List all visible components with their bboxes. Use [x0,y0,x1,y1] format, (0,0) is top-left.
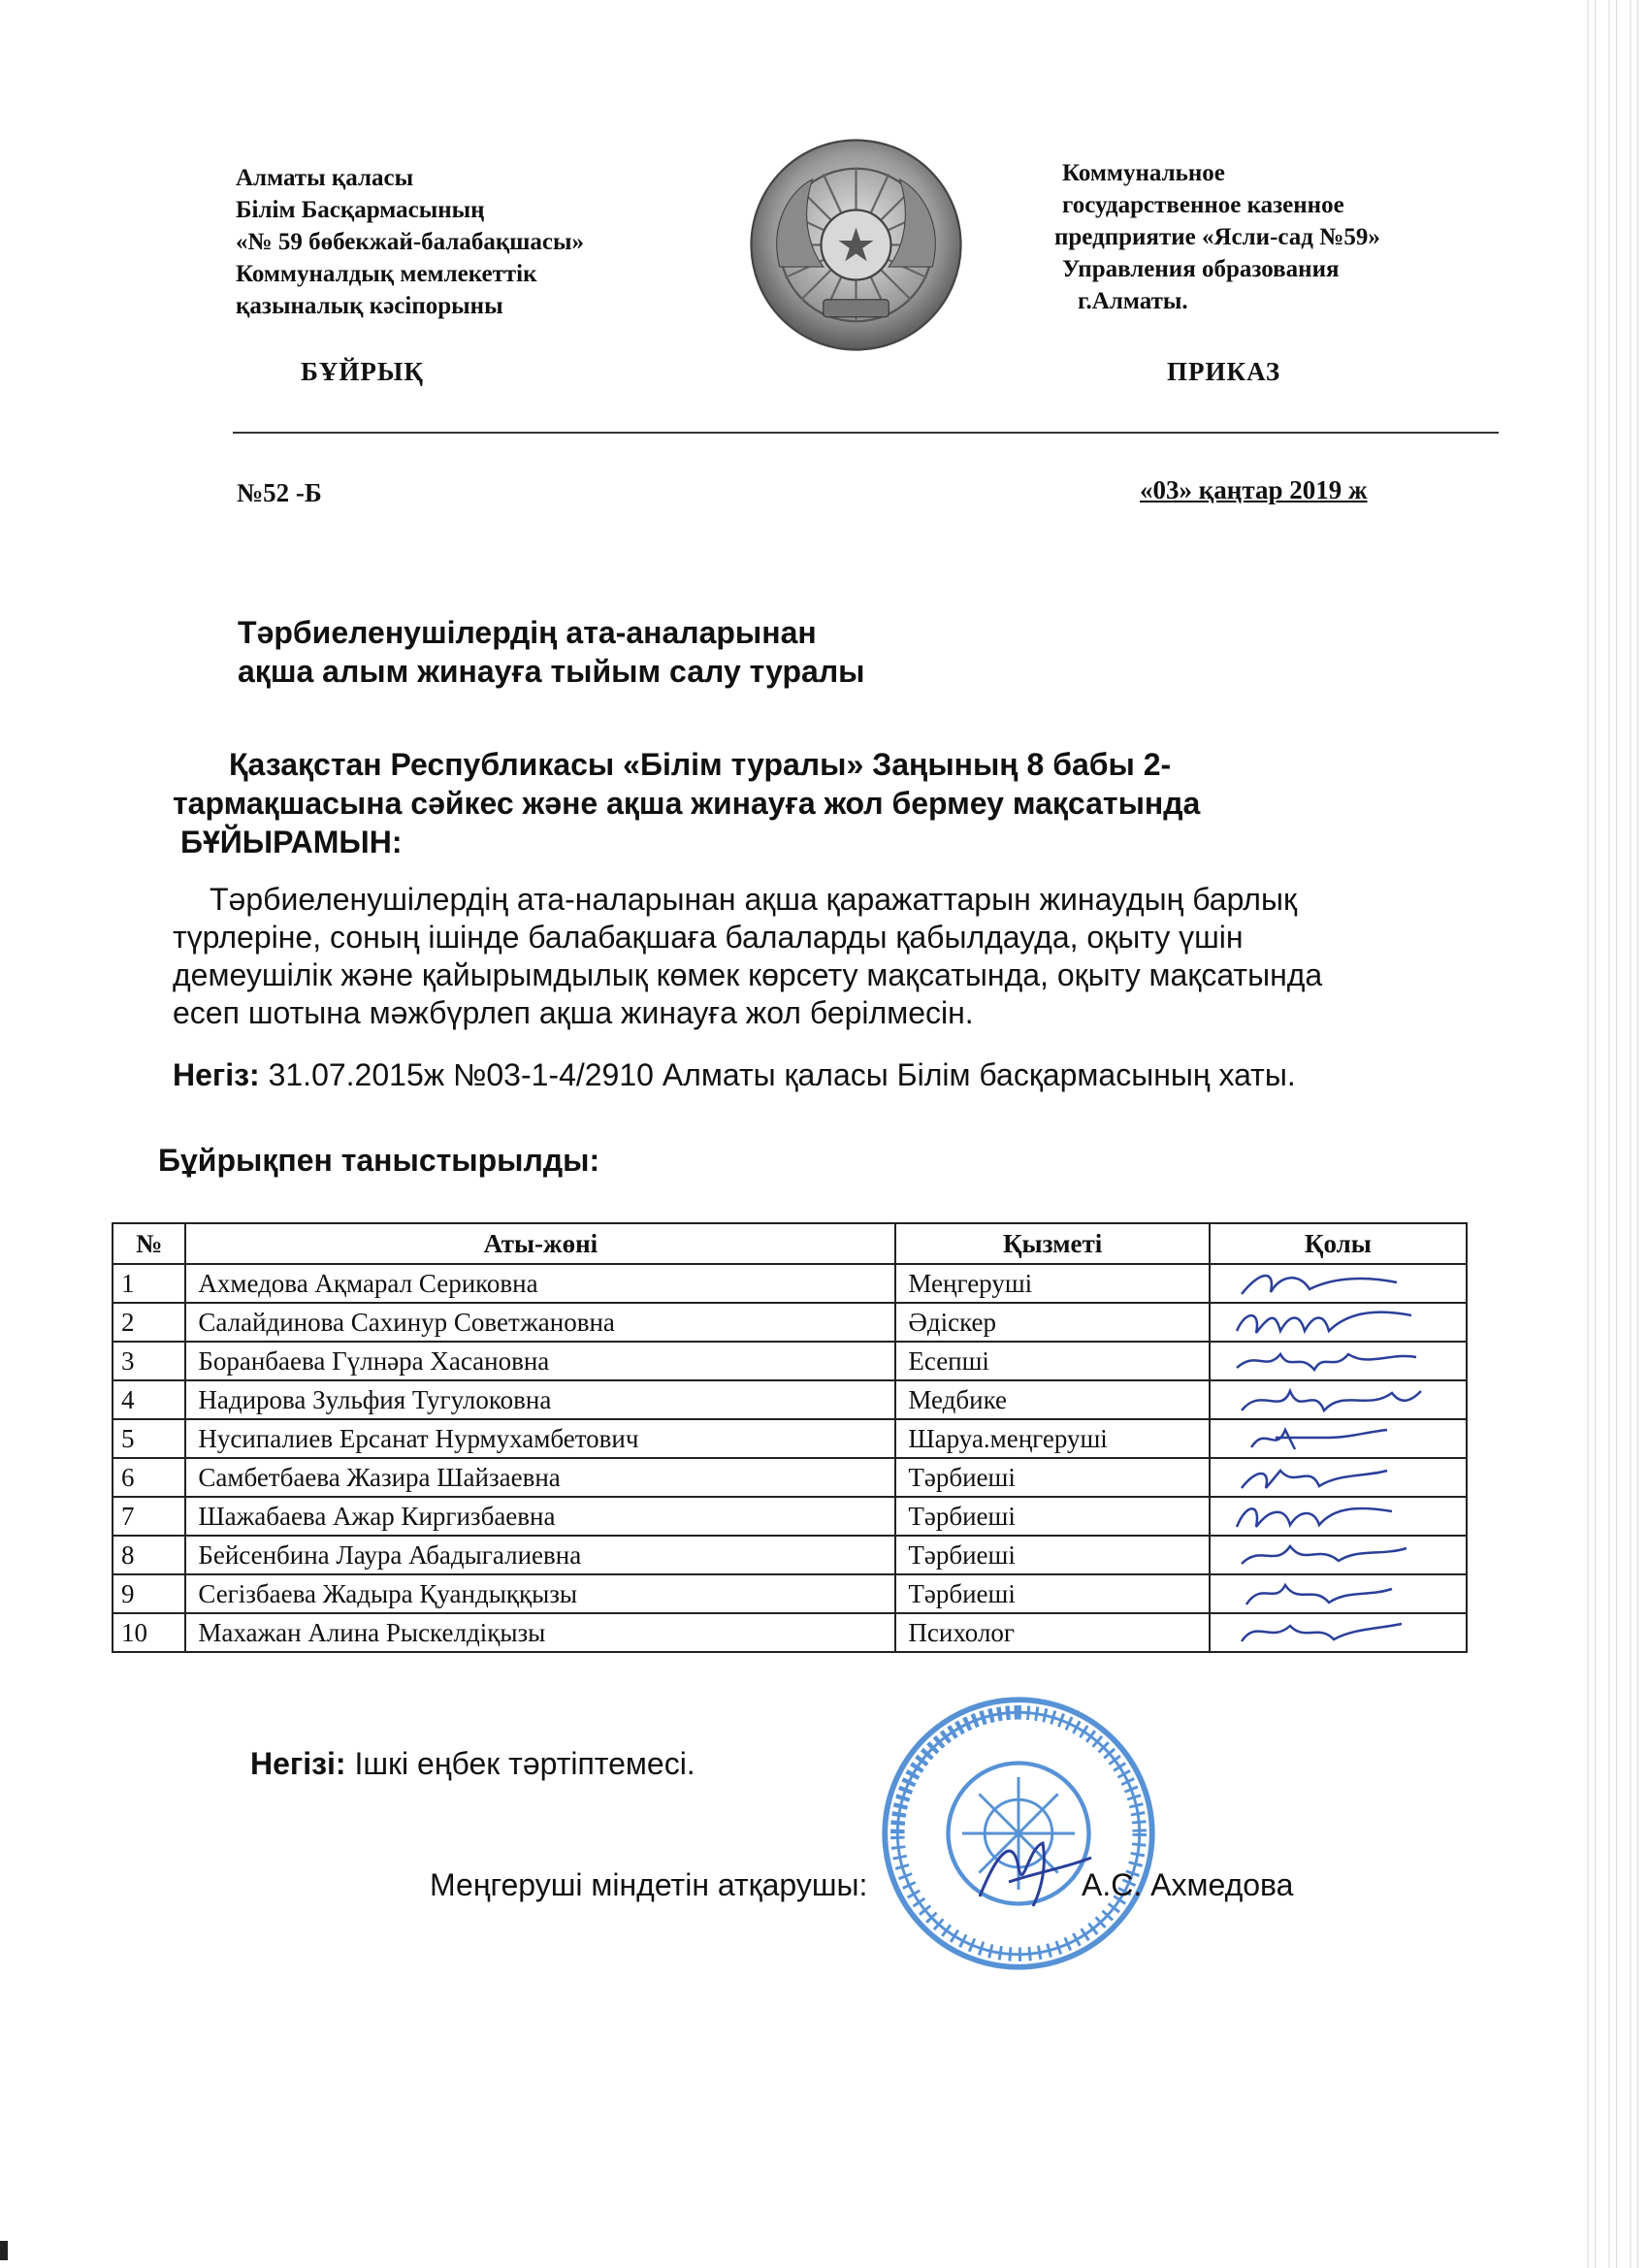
basis-line [173,1057,1296,1093]
row-signature [1210,1458,1467,1497]
row-position: Әдіскер [895,1303,1209,1342]
handwritten-signature [1222,1304,1426,1341]
header-right-line: г.Алматы. [1078,288,1188,314]
handwritten-signature [1222,1265,1426,1302]
handwritten-signature [1222,1575,1426,1612]
header-right-ru [1054,157,1380,317]
order-subject [238,613,864,691]
table-row [113,1264,1467,1303]
scan-edge [1581,0,1649,2268]
row-num: 1 [113,1264,185,1303]
row-num: 9 [113,1574,185,1613]
basis-line-2 [250,1746,695,1782]
row-num: 10 [113,1613,185,1652]
row-name: Боранбаева Гүлнәра Хасановна [185,1342,895,1380]
handwritten-signature [1222,1498,1426,1535]
row-name: Самбетбаева Жазира Шайзаевна [185,1458,895,1497]
signatory-role: Меңгеруші міндетін атқарушы: [430,1867,868,1902]
row-num: 6 [113,1458,185,1497]
scan-mark [0,2241,8,2260]
doc-title-kz: БҰЙРЫҚ [301,357,424,386]
header-divider [233,432,1499,434]
handwritten-signature [1222,1381,1426,1418]
handwritten-signature [1222,1459,1426,1496]
table-row [113,1380,1467,1419]
subject-line: ақша алым жинауға тыйым салу туралы [238,654,865,689]
header-signature: Қолы [1210,1223,1467,1264]
row-num: 2 [113,1303,185,1342]
body-line: есеп шотына мәжбүрлеп ақша жинауға жол берілмесін. [173,995,974,1030]
row-signature [1210,1303,1467,1342]
row-position: Тәрбиеші [895,1574,1209,1613]
handwritten-signature [1222,1537,1426,1573]
row-name: Ахмедова Ақмарал Сериковна [185,1264,895,1303]
order-date: «03» қаңтар 2019 ж [1140,475,1368,504]
row-position: Меңгеруші [895,1264,1209,1303]
body-line: демеушілік және қайырымдылық көмек көрсету мақсатында, оқыту мақсатында [173,957,1323,992]
row-name: Сегізбаева Жадыра Қуандыққызы [185,1574,895,1613]
row-num: 3 [113,1342,185,1380]
row-num: 8 [113,1536,185,1574]
table-row [113,1342,1467,1380]
row-signature [1210,1497,1467,1536]
header-position: Қызметі [895,1223,1209,1264]
row-name: Бейсенбина Лаура Абадыгалиевна [185,1536,895,1574]
row-name: Нусипалиев Ерсанат Нурмухамбетович [185,1419,895,1458]
row-name: Шажабаева Ажар Киргизбаевна [185,1497,895,1536]
preamble-line: тармақшасына сәйкес және ақша жинауға жол бермеу мақсатында [173,786,1201,821]
order-body [173,881,1472,1032]
table-row [113,1458,1467,1497]
table-row [113,1419,1467,1458]
table-row [113,1574,1467,1613]
row-signature [1210,1419,1467,1458]
header-left-line: «№ 59 бөбекжай-балабақшасы» [236,229,585,255]
row-signature [1210,1574,1467,1613]
handwritten-signature [1222,1343,1426,1379]
header-right-line: Управления образования [1062,256,1340,282]
row-num: 7 [113,1497,185,1536]
row-position: Тәрбиеші [895,1536,1209,1574]
preamble [173,745,1472,861]
acknowledgement-table [112,1222,1468,1653]
row-signature [1210,1264,1467,1303]
row-signature [1210,1613,1467,1652]
header-right-line: Коммунальное [1062,160,1225,186]
row-position: Шаруа.меңгеруші [895,1419,1209,1458]
header-num: № [113,1223,185,1264]
row-position: Психолог [895,1613,1209,1652]
header-left-kz [236,162,584,322]
table-row [113,1536,1467,1574]
order-directive: БҰЙЫРАМЫН: [180,825,403,859]
acknowledgement-title: Бұйрықпен таныстырылды: [158,1143,600,1178]
table-row [113,1303,1467,1342]
header-left-line: Коммуналдық мемлекеттік [236,261,537,287]
row-num: 5 [113,1419,185,1458]
table-row [113,1613,1467,1652]
row-num: 4 [113,1380,185,1419]
signatory-name: А.С. Ахмедова [1082,1867,1294,1902]
doc-title-ru: ПРИКАЗ [1167,357,1281,386]
kazakhstan-state-emblem-icon [747,136,965,354]
row-position: Есепші [895,1342,1209,1380]
basis2-text: Ішкі еңбек тәртіптемесі. [345,1746,695,1781]
header-right-line: государственное казенное [1062,192,1344,218]
row-name: Салайдинова Сахинур Советжановна [185,1303,895,1342]
subject-line: Тәрбиеленушілердің ата-аналарынан [238,615,817,650]
order-number: №52 -Б [237,478,322,507]
basis-text: 31.07.2015ж №03-1-4/2910 Алматы қаласы Білім басқармасының хаты. [259,1057,1296,1092]
header-left-line: Білім Басқармасының [236,197,485,223]
row-position: Тәрбиеші [895,1458,1209,1497]
header-name: Аты-жөні [185,1223,895,1264]
row-signature [1210,1380,1467,1419]
body-line: Тәрбиеленушілердің ата-наларынан ақша қаражаттарын жинаудың барлық [210,882,1297,917]
basis-label: Негіз: [173,1057,260,1092]
handwritten-signature [1222,1614,1426,1651]
preamble-line: Қазақстан Республикасы «Білім туралы» Заңының 8 бабы 2- [229,747,1172,782]
row-position: Тәрбиеші [895,1497,1209,1536]
row-position: Медбике [895,1380,1209,1419]
row-signature [1210,1342,1467,1380]
row-name: Махажан Алина Рыскелдіқызы [185,1613,895,1652]
handwritten-signature [1222,1420,1426,1457]
header-left-line: Алматы қаласы [236,165,414,191]
basis2-label: Негізі: [250,1746,346,1781]
signature-block [430,1867,1400,1903]
director-signature [970,1829,1096,1916]
row-signature [1210,1536,1467,1574]
table-header-row [113,1223,1467,1264]
table-row [113,1497,1467,1536]
header-left-line: қазыналық кәсіпорыны [236,293,503,319]
header-right-line: предприятие «Ясли-сад №59» [1054,224,1380,250]
row-name: Надирова Зульфия Тугулоковна [185,1380,895,1419]
body-line: түрлеріне, соның ішінде балабақшаға балаларды қабылдауда, оқыту үшін [173,920,1244,955]
